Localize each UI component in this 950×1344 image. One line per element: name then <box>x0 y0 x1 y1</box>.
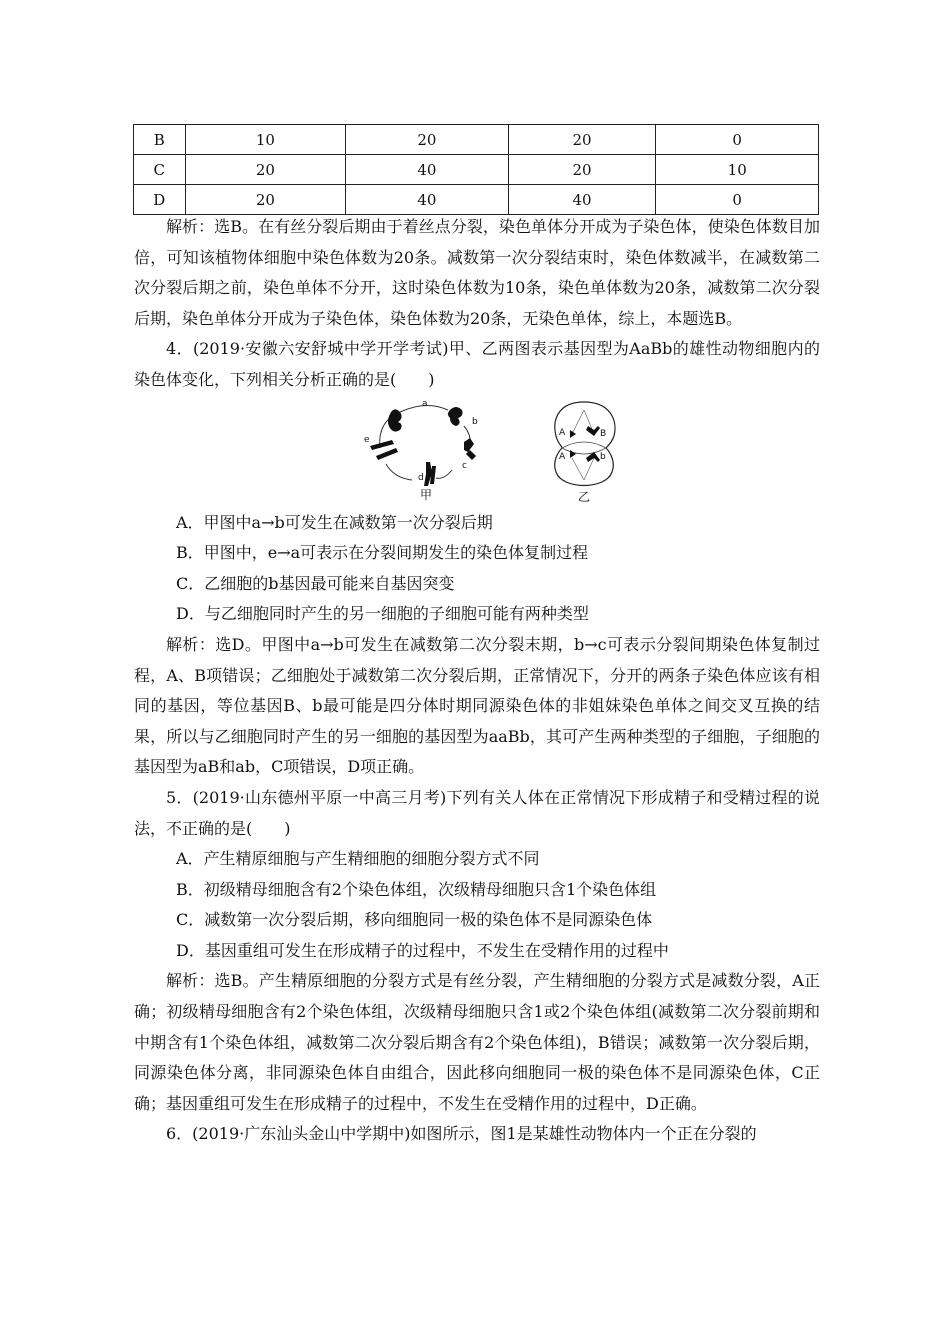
q3-analysis: 解析：选B。在有丝分裂后期由于着丝点分裂，染色单体分开成为子染色体，使染色体数目加倍，可知该植物体细胞中染色体数为20条。减数第一次分裂结束时，染色体数减半，在减数第二次分裂后期之前，染色单体不分开，这时染色体数为10条，染色单体数为20条，减数第二次分裂后期，染色单体分开成为子染色体，染色体数为20条，无染色单体，综上，本题选B。 <box>134 217 820 328</box>
figure-jia-caption: 甲 <box>420 487 433 502</box>
q4-figures <box>134 398 820 502</box>
q6-stem: 6．(2019·广东汕头金山中学期中)如图所示，图1是某雄性动物体内一个正在分裂的 <box>166 1124 757 1144</box>
chromosome-d <box>424 462 436 486</box>
table-cell: 10 <box>656 155 819 185</box>
spindle-fiber <box>572 458 584 480</box>
figure-jia-label: e <box>364 434 370 445</box>
q4-analysis: 解析：选D。甲图中a→b可发生在减数第二次分裂末期，b→c可表示分裂间期染色体复制过程，A、B项错误；乙细胞处于减数第二次分裂后期，正常情况下，分开的两条子染色体应该有相同的基因，等位基因B、b最可能是四分体时期同源染色体的非姐妹染色单体之间交叉互换的结果，所以与乙细胞同时产生的另一细胞的基因型为aaBb，其可产生两种类型的子细胞，子细胞的基因型为aB和ab，C项错误，D项正确。 <box>134 634 820 777</box>
figure-jia-label: a <box>422 398 428 409</box>
cycle-arrow-c-d <box>436 470 452 478</box>
spindle-fiber <box>572 410 584 434</box>
q4-option-d: D．与乙细胞同时产生的另一细胞的子细胞可能有两种类型 <box>176 604 589 624</box>
chromosome-c <box>464 438 476 460</box>
q5-option-d: D．基因重组可发生在形成精子的过程中，不发生在受精作用的过程中 <box>176 940 669 960</box>
figure-jia-label: c <box>462 460 467 471</box>
q4-option-a: A．甲图中a→b可发生在减数第一次分裂后期 <box>176 512 493 532</box>
gene-label: B <box>600 428 607 439</box>
table-row <box>134 155 819 185</box>
q5-stem: 5．(2019·山东德州平原一中高三月考)下列有关人体在正常情况下形成精子和受精过程的说法，不正确的是( ) <box>134 787 820 838</box>
q4-option-c: C．乙细胞的b基因最可能来自基因突变 <box>176 573 455 593</box>
chromosome-e <box>370 440 398 460</box>
table-cell: 20 <box>346 125 509 155</box>
table-row <box>134 185 819 215</box>
cell-outline <box>555 402 615 486</box>
q5-option-c: C．减数第一次分裂后期，移向细胞同一极的染色体不是同源染色体 <box>176 910 653 930</box>
gene-label: A <box>559 451 566 462</box>
table-cell: 20 <box>185 185 346 215</box>
chromosome-upper-left <box>570 430 576 438</box>
figure-yi-caption: 乙 <box>578 489 591 504</box>
figure-jia-chromosome-cycle <box>360 398 492 502</box>
table-cell: 40 <box>346 185 509 215</box>
chromosome-a <box>388 409 402 431</box>
table-cell: 10 <box>185 125 346 155</box>
table-cell: C <box>134 155 186 185</box>
chromosome-b <box>448 407 463 426</box>
table-cell: 0 <box>656 125 819 155</box>
table-cell: 0 <box>656 185 819 215</box>
cleavage-arc <box>562 442 606 448</box>
q5-analysis: 解析：选B。产生精原细胞的分裂方式是有丝分裂，产生精细胞的分裂方式是减数分裂，A正确；初级精母细胞含有2个染色体组，次级精母细胞只含1或2个染色体组(减数第二次分裂前期和中期含有1个染色体组，减数第二次分裂后期含有2个染色体组)，B错误；减数第一次分裂后期，同源染色体分离，非同源染色体自由组合，因此移向细胞同一极的染色体不是同源染色体，C正确；基因重组可发生在形成精子的过程中，不发生在受精作用的过程中，D正确。 <box>134 971 820 1113</box>
table-cell: D <box>134 185 186 215</box>
q5-option-b: B．初级精母细胞含有2个染色体组，次级精母细胞只含1个染色体组 <box>176 879 657 899</box>
table-cell: 20 <box>508 125 656 155</box>
table-row <box>134 125 819 155</box>
answer-table <box>133 124 819 215</box>
figure-yi-dividing-cell <box>548 396 620 504</box>
figure-jia-label: d <box>418 472 424 483</box>
q4-option-b: B．甲图中，e→a可表示在分裂间期发生的染色体复制过程 <box>176 543 589 563</box>
figure-jia-label: b <box>472 416 478 427</box>
document-body <box>134 212 820 1150</box>
q4-stem: 4．(2019·安徽六安舒城中学开学考试)甲、乙两图表示基因型为AaBb的雄性动物细胞内的染色体变化，下列相关分析正确的是( ) <box>134 339 820 389</box>
gene-label: A <box>559 427 566 438</box>
table-cell: 20 <box>185 155 346 185</box>
table-cell: 40 <box>346 155 509 185</box>
q5-option-a: A．产生精原细胞与产生精细胞的细胞分裂方式不同 <box>176 849 540 869</box>
table-cell: 40 <box>508 185 656 215</box>
table-cell: 20 <box>508 155 656 185</box>
chromosome-upper-right <box>586 426 600 436</box>
cycle-arrow-d-e <box>386 464 412 480</box>
table-cell: B <box>134 125 186 155</box>
gene-label: b <box>600 451 606 462</box>
chromosome-lower-left <box>570 450 576 458</box>
